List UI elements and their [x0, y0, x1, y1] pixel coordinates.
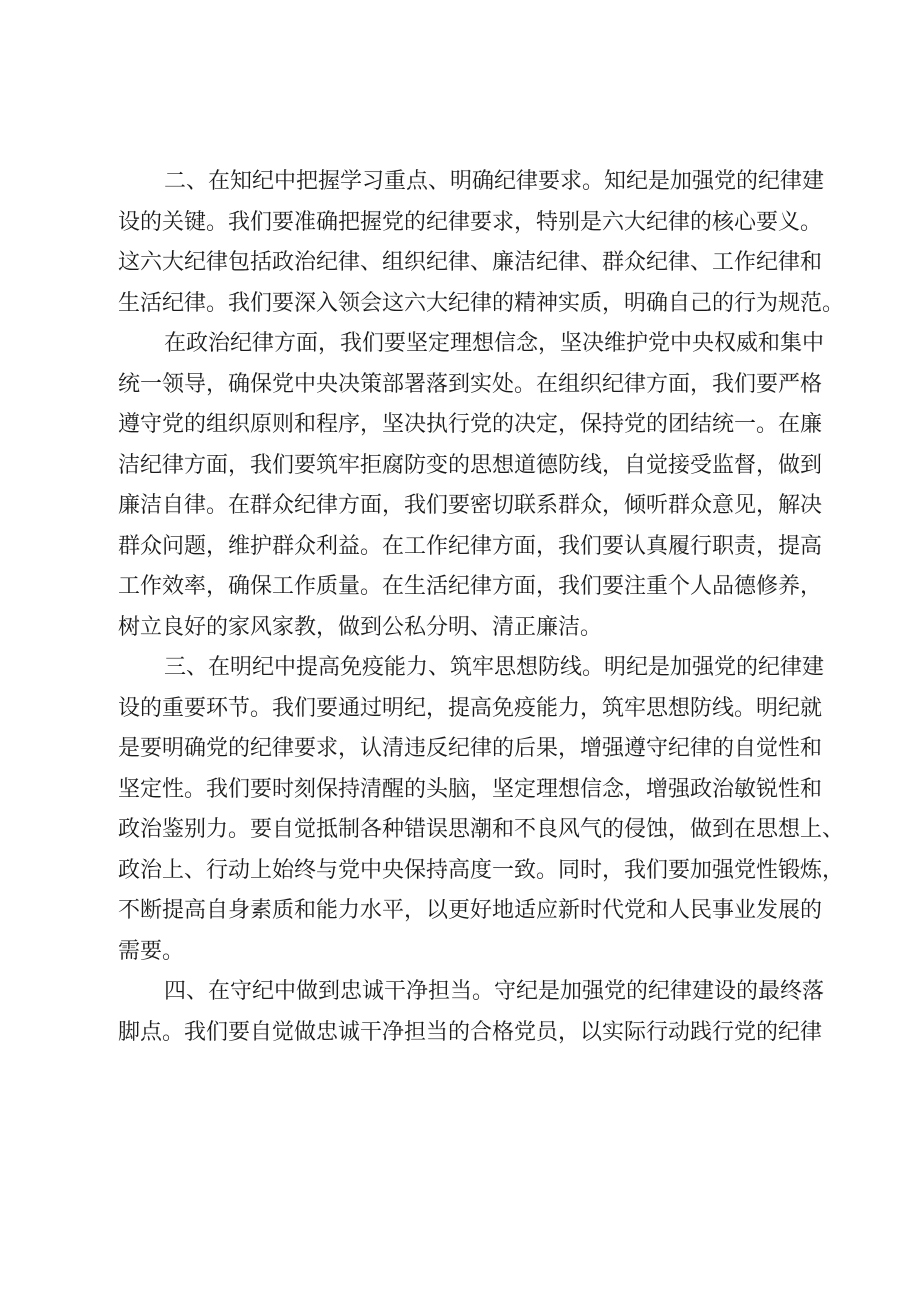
text-line: 生活纪律。我们要深入领会这六大纪律的精神实质，明确自己的行为规范。: [118, 290, 845, 316]
text-line: 坚定性。我们要时刻保持清醒的头脑，坚定理想信念，增强政治敏锐性和: [118, 776, 823, 802]
text-line: 廉洁自律。在群众纪律方面，我们要密切联系群众，倾听群众意见，解决: [118, 493, 823, 518]
text-line: 是要明确党的纪律要求，认清违反纪律的后果，增强遵守纪律的自觉性和: [118, 736, 823, 761]
text-line: 统一领导，确保党中央决策部署落到实处。在组织纪律方面，我们要严格: [118, 371, 823, 397]
text-line: 工作效率，确保工作质量。在生活纪律方面，我们要注重个人品德修养，: [118, 574, 823, 599]
text-line: 遵守党的组织原则和程序，坚决执行党的决定，保持党的团结统一。在廉: [118, 412, 823, 437]
text-line: 三、在明纪中提高免疫能力、筑牢思想防线。明纪是加强党的纪律建: [164, 655, 825, 680]
text-line: 树立良好的家风家教，做到公私分明、清正廉洁。: [118, 614, 603, 640]
text-line: 政治上、行动上始终与党中央保持高度一致。同时，我们要加强党性锻炼，: [118, 857, 845, 883]
document-body: [118, 162, 845, 1053]
text-line: 群众问题，维护群众利益。在工作纪律方面，我们要认真履行职责，提高: [118, 533, 823, 559]
text-line: 政治鉴别力。要自觉抵制各种错误思潮和不良风气的侵蚀，做到在思想上、: [118, 817, 845, 842]
text-line: 脚点。我们要自觉做忠诚干净担当的合格党员，以实际行动践行党的纪律: [118, 1019, 823, 1045]
text-line: 四、在守纪中做到忠诚干净担当。守纪是加强党的纪律建设的最终落: [164, 979, 825, 1004]
text-line: 不断提高自身素质和能力水平，以更好地适应新时代党和人民事业发展的: [118, 898, 823, 923]
paragraph-understanding-discipline: [118, 648, 845, 972]
text-line: 设的重要环节。我们要通过明纪，提高免疫能力，筑牢思想防线。明纪就: [118, 695, 823, 721]
text-line: 这六大纪律包括政治纪律、组织纪律、廉洁纪律、群众纪律、工作纪律和: [118, 250, 823, 275]
text-line: 洁纪律方面，我们要筑牢拒腐防变的思想道德防线，自觉接受监督，做到: [118, 452, 823, 478]
text-line: 需要。: [118, 938, 185, 964]
paragraph-six-disciplines: [118, 324, 825, 648]
text-line: 二、在知纪中把握学习重点、明确纪律要求。知纪是加强党的纪律建: [164, 169, 825, 194]
text-line: 设的关键。我们要准确把握党的纪律要求，特别是六大纪律的核心要义。: [118, 209, 823, 235]
text-line: 在政治纪律方面，我们要坚定理想信念，坚决维护党中央权威和集中: [164, 331, 825, 356]
paragraph-knowing-discipline: [118, 162, 845, 324]
paragraph-keeping-discipline: [118, 972, 825, 1053]
